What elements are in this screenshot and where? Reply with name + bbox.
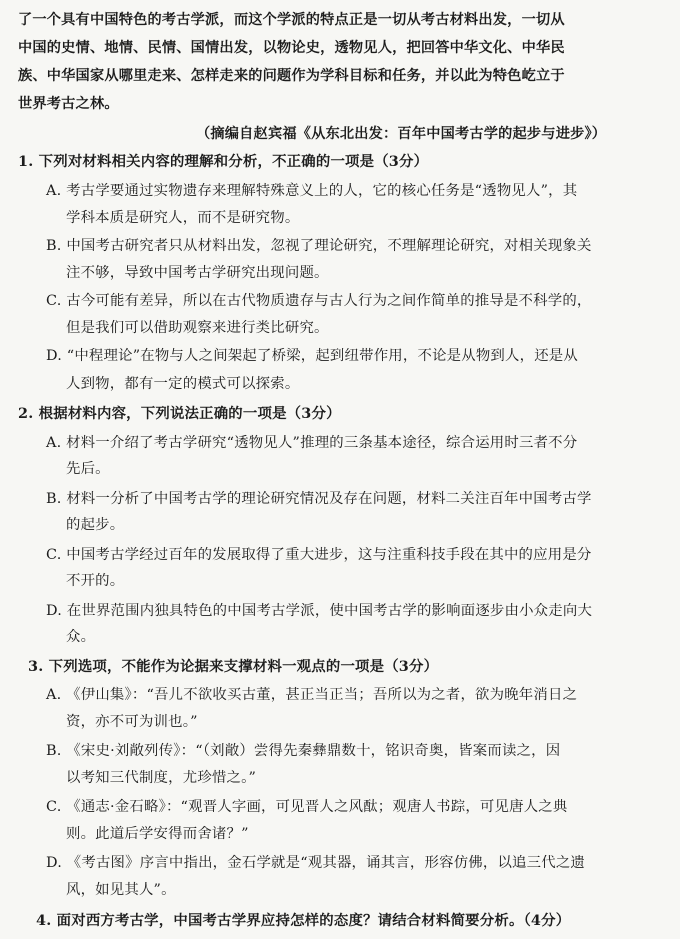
option-a-line1: A. 材料一介绍了考古学研究“透物见人”推理的三条基本途径，综合运用时三者不分 [46,435,578,451]
option-c-line1: C. 《通志·金石略》：“观晋人字画，可见晋人之风酞；观唐人书踪，可见唐人之典 [46,799,568,815]
option-b-line1: B. 中国考古研究者只从材料出发，忽视了理论研究，不理解理论研究，对相关现象关 [46,238,592,254]
option-a-line1: A. 考古学要通过实物遗存来理解特殊意义上的人，它的核心任务是“透物见人”，其 [46,183,578,199]
option-d-line1: D. 《考古图》序言中指出，金石学就是“观其器，诵其言，形容仿佛，以追三代之遗 [46,855,586,871]
option-b-line1: B. 材料一分析了中国考古学的理论研究情况及存在问题，材料二关注百年中国考古学 [46,491,592,507]
question-stem: 3. 下列选项，不能作为论据来支撑材料一观点的一项是（3分） [28,658,439,675]
question-stem: 2. 根据材料内容，下列说法正确的一项是（3分） [18,405,341,422]
option-d-line2: 众。 [66,629,96,645]
option-d-line2: 人到物，都有一定的模式可以探索。 [66,376,300,392]
option-d-line2: 风，如见其人”。 [66,882,176,898]
option-d-line1: D. 在世界范围内独具特色的中国考古学派，使中国考古学的影响面逐步由小众走向大 [46,603,593,619]
intro-line: 世界考古之林。 [18,96,119,112]
option-a-line2: 学科本质是研究人，而不是研究物。 [66,210,300,226]
option-c-line2: 但是我们可以借助观察来进行类比研究。 [66,320,329,336]
option-b-line1: B. 《宋史·刘敞列传》：“（刘敞）尝得先秦彝鼎数十，铭识奇奥，皆案而读之，因 [46,743,561,759]
intro-line: 了一个具有中国特色的考古学派，而这个学派的特点正是一切从考古材料出发，一切从 [18,12,565,28]
question-stem: 4. 面对西方考古学，中国考古学界应持怎样的态度？请结合材料简要分析。（4分） [36,912,571,929]
option-c-line2: 则。此道后学安得而舍诸？” [66,826,249,842]
option-a-line1: A. 《伊山集》：“吾儿不欲收买古董，甚正当正当；吾所以为之者，欲为晚年消日之 [46,687,578,703]
option-b-line2: 注不够，导致中国考古学研究出现问题。 [66,265,329,281]
option-b-line2: 的起步。 [66,517,125,533]
option-d-line1: D. “中程理论”在物与人之间架起了桥梁，起到纽带作用，不论是从物到人，还是从 [46,348,578,364]
option-c-line1: C. 中国考古学经过百年的发展取得了重大进步，这与注重科技手段在其中的应用是分 [46,547,592,563]
intro-line: 中国的史情、地情、民情、国情出发，以物论史，透物见人，把回答中华文化、中华民 [18,40,565,56]
question-stem: 1. 下列对材料相关内容的理解和分析，不正确的一项是（3分） [18,153,429,170]
source-citation: （摘编自赵宾福《从东北出发：百年中国考古学的起步与进步》） [196,126,607,142]
option-a-line2: 先后。 [66,461,110,477]
option-a-line2: 资，亦不可为训也。” [66,714,198,730]
option-b-line2: 以考知三代制度，尤珍惜之。” [66,770,257,786]
intro-line: 族、中华国家从哪里走来、怎样走来的问题作为学科目标和任务，并以此为特色屹立于 [18,68,565,84]
option-c-line1: C. 古今可能有差异，所以在古代物质遗存与古人行为之间作简单的推导是不科学的， [46,293,592,309]
option-c-line2: 不开的。 [66,573,125,589]
